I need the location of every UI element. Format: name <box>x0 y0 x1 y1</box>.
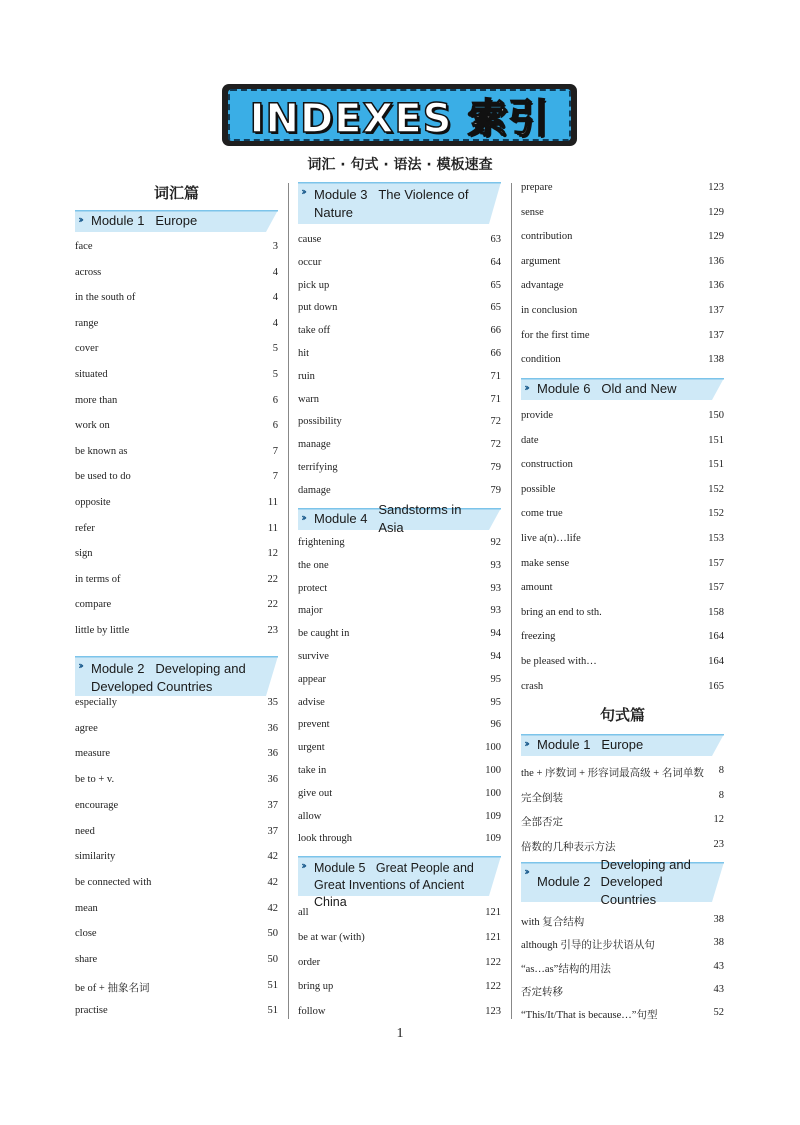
chevron-right-icon: ›› <box>301 185 305 198</box>
entry-page-number: 121 <box>485 931 501 943</box>
entry-term: urgent <box>298 742 325 754</box>
entry-page-number: 66 <box>490 348 501 359</box>
entry-term: cause <box>298 234 322 245</box>
entry-page-number: 43 <box>713 960 724 972</box>
entry-term: need <box>75 825 95 837</box>
index-entry <box>298 537 501 555</box>
entry-term: bring up <box>298 981 334 993</box>
entry-page-number: 93 <box>490 559 501 571</box>
entry-page-number: 37 <box>267 825 278 837</box>
index-entry <box>298 907 501 925</box>
entry-term: advantage <box>521 280 564 292</box>
index-entry <box>298 674 501 692</box>
index-entry <box>298 280 501 298</box>
entry-term: cover <box>75 343 99 355</box>
entry-page-number: 36 <box>267 748 278 760</box>
banner-title: INDEXES 索引 <box>249 95 550 142</box>
entry-term: freezing <box>521 631 556 643</box>
entry-page-number: 52 <box>713 1007 724 1019</box>
entry-term: agree <box>75 722 98 734</box>
entry-page-number: 50 <box>267 954 278 965</box>
sentence-section-title: 句式篇 <box>599 706 645 724</box>
entry-term: in the south of <box>75 292 136 304</box>
entry-term: work on <box>75 420 110 432</box>
index-entry <box>298 765 501 783</box>
index-entry <box>298 932 501 950</box>
entry-term: opposite <box>75 497 111 508</box>
index-entry <box>298 957 501 975</box>
column-divider <box>288 183 289 1019</box>
index-entry <box>298 719 501 737</box>
entry-page-number: 11 <box>267 522 278 534</box>
entry-term: prepare <box>521 182 553 193</box>
entry-page-number: 12 <box>713 814 724 826</box>
index-entry <box>298 325 501 343</box>
entry-page-number: 94 <box>490 651 501 662</box>
entry-page-number: 42 <box>267 851 278 863</box>
index-entry <box>521 508 724 526</box>
index-entry <box>521 459 724 477</box>
entry-term: all <box>298 907 309 918</box>
entry-term: “as…as”结构的用法 <box>521 963 611 975</box>
page-number: 1 <box>396 1026 404 1041</box>
index-entry <box>521 814 724 832</box>
entry-page-number: 11 <box>267 497 278 508</box>
index-entry <box>298 788 501 806</box>
entry-term: across <box>75 266 102 278</box>
index-entry <box>298 234 501 252</box>
entry-page-number: 137 <box>708 329 724 341</box>
entry-page-number: 122 <box>485 981 501 993</box>
entry-page-number: 3 <box>272 241 278 252</box>
entry-page-number: 121 <box>485 907 501 918</box>
entry-term: terrifying <box>298 462 338 473</box>
entry-page-number: 100 <box>485 765 501 776</box>
index-entry <box>521 435 724 453</box>
index-entry <box>298 605 501 623</box>
entry-term: possibility <box>298 416 342 428</box>
entry-page-number: 109 <box>485 833 501 845</box>
index-entry <box>75 497 278 515</box>
entry-page-number: 165 <box>708 680 724 692</box>
entry-term: the + 序数词 + 形容词最高级 + 名词单数 <box>521 768 704 779</box>
index-entry <box>75 241 278 259</box>
entry-term: take in <box>298 765 327 776</box>
entry-term: pick up <box>298 279 330 291</box>
entry-term: crash <box>521 680 544 692</box>
entry-term: in conclusion <box>521 305 578 316</box>
module-header: ›› Module 1 Europe <box>75 210 278 232</box>
entry-page-number: 64 <box>490 256 501 268</box>
entry-term: appear <box>298 673 326 685</box>
entry-page-number: 94 <box>490 628 501 640</box>
index-entry <box>521 582 724 600</box>
entry-term: in terms of <box>75 573 121 585</box>
entry-page-number: 65 <box>490 279 501 291</box>
entry-page-number: 63 <box>490 234 501 245</box>
chevron-right-icon: ›› <box>524 737 528 750</box>
entry-page-number: 51 <box>267 1005 278 1017</box>
index-entry <box>298 628 501 646</box>
entry-term: argument <box>521 255 561 267</box>
entry-page-number: 50 <box>267 928 278 940</box>
index-entry <box>75 851 278 869</box>
entry-term: major <box>298 605 323 617</box>
entry-term: encourage <box>75 799 119 811</box>
index-entry <box>75 267 278 285</box>
index-entry <box>75 574 278 592</box>
entry-term: manage <box>298 439 331 451</box>
index-entry <box>521 1007 724 1025</box>
index-entry <box>521 937 724 955</box>
index-entry <box>75 318 278 336</box>
chevron-right-icon: ›› <box>301 859 305 872</box>
entry-term: ruin <box>298 370 315 382</box>
entry-term: 全部否定 <box>521 817 563 829</box>
entry-page-number: 22 <box>267 599 278 611</box>
index-entry <box>521 410 724 428</box>
index-entry <box>521 839 724 857</box>
entry-term: possible <box>521 483 556 495</box>
index-entry <box>521 631 724 649</box>
entry-page-number: 136 <box>708 255 724 267</box>
index-entry <box>521 656 724 674</box>
entry-term: be used to do <box>75 471 131 483</box>
entry-page-number: 79 <box>490 462 501 473</box>
entry-term: for the first time <box>521 329 590 341</box>
entry-page-number: 152 <box>708 508 724 520</box>
entry-term: with 复合结构 <box>521 917 585 928</box>
entry-page-number: 38 <box>713 914 724 925</box>
entry-page-number: 157 <box>708 557 724 569</box>
index-entry <box>75 625 278 643</box>
entry-page-number: 23 <box>713 838 724 850</box>
index-entry <box>298 462 501 480</box>
entry-term: contribution <box>521 231 573 243</box>
entry-page-number: 5 <box>272 369 278 380</box>
entry-term: give out <box>298 787 333 799</box>
entry-page-number: 7 <box>272 445 278 457</box>
entry-term: 倍数的几种表示方法 <box>521 841 616 853</box>
module-header: ›› Module 6 Old and New <box>521 378 724 400</box>
index-entry <box>75 471 278 489</box>
entry-page-number: 36 <box>267 774 278 786</box>
entry-page-number: 151 <box>708 459 724 471</box>
entry-page-number: 93 <box>490 605 501 617</box>
entry-term: compare <box>75 599 112 611</box>
entry-term: practise <box>75 1005 108 1017</box>
entry-page-number: 123 <box>708 182 724 193</box>
entry-page-number: 35 <box>267 697 278 708</box>
entry-term: survive <box>298 651 329 662</box>
entry-term: be caught in <box>298 628 350 640</box>
index-entry <box>521 681 724 699</box>
entry-page-number: 7 <box>272 471 278 483</box>
entry-term: frightening <box>298 537 345 548</box>
entry-page-number: 79 <box>490 484 501 496</box>
module-header: ›› Module 4 Sandstorms in Asia <box>298 508 501 530</box>
entry-page-number: 109 <box>485 810 501 822</box>
index-entry <box>521 790 724 808</box>
chevron-right-icon: ›› <box>524 381 528 394</box>
index-entry <box>298 981 501 999</box>
entry-page-number: 164 <box>708 631 724 643</box>
entry-term: share <box>75 954 98 965</box>
entry-page-number: 22 <box>267 573 278 585</box>
index-entry <box>521 305 724 323</box>
index-entry <box>521 558 724 576</box>
index-entry <box>298 1006 501 1024</box>
index-entry <box>75 446 278 464</box>
entry-term: live a(n)…life <box>521 533 581 544</box>
index-entry <box>75 697 278 715</box>
index-entry <box>521 207 724 225</box>
entry-page-number: 93 <box>490 582 501 594</box>
entry-page-number: 6 <box>272 420 278 432</box>
entry-page-number: 8 <box>718 765 724 776</box>
entry-term: make sense <box>521 557 570 569</box>
entry-term: more than <box>75 394 118 406</box>
index-entry <box>298 439 501 457</box>
index-entry <box>298 811 501 829</box>
index-entry <box>75 980 278 998</box>
entry-page-number: 164 <box>708 656 724 667</box>
index-entry <box>75 723 278 741</box>
entry-term: condition <box>521 354 561 366</box>
index-entry <box>75 826 278 844</box>
index-entry <box>521 231 724 249</box>
index-entry <box>521 533 724 551</box>
entry-term: occur <box>298 256 322 268</box>
entry-term: warn <box>298 393 319 405</box>
entry-term: situated <box>75 369 108 380</box>
index-entry <box>75 523 278 541</box>
entry-page-number: 23 <box>267 625 278 636</box>
entry-term: amount <box>521 582 553 594</box>
index-entry <box>75 548 278 566</box>
entry-page-number: 150 <box>708 410 724 421</box>
entry-term: bring an end to sth. <box>521 606 602 618</box>
index-entry <box>75 369 278 387</box>
entry-page-number: 95 <box>490 696 501 708</box>
entry-page-number: 72 <box>490 416 501 428</box>
index-entry <box>75 292 278 310</box>
entry-page-number: 95 <box>490 673 501 685</box>
index-entry <box>521 182 724 200</box>
entry-term: be known as <box>75 445 128 457</box>
entry-term: put down <box>298 302 338 314</box>
entry-term: prevent <box>298 719 330 731</box>
index-entry <box>298 302 501 320</box>
entry-page-number: 92 <box>490 537 501 548</box>
entry-term: refer <box>75 522 95 534</box>
entry-term: protect <box>298 582 328 594</box>
entry-term: follow <box>298 1006 326 1018</box>
entry-term: measure <box>75 748 110 760</box>
entry-page-number: 71 <box>490 370 501 382</box>
entry-term: advise <box>298 696 325 708</box>
entry-term: 完全倒装 <box>521 792 563 804</box>
module-header: ›› Module 1 Europe <box>521 734 724 756</box>
entry-term: little by little <box>75 625 130 636</box>
entry-term: be pleased with… <box>521 656 597 667</box>
chevron-right-icon: ›› <box>524 865 528 878</box>
index-entry <box>298 394 501 412</box>
entry-term: similarity <box>75 851 116 863</box>
chevron-right-icon: ›› <box>301 511 305 524</box>
entry-term: “This/It/That is because…”句型 <box>521 1010 658 1022</box>
entry-page-number: 43 <box>713 983 724 995</box>
entry-page-number: 36 <box>267 722 278 734</box>
entry-page-number: 72 <box>490 439 501 451</box>
entry-term: come true <box>521 508 563 520</box>
index-entry <box>298 833 501 851</box>
index-entry <box>521 914 724 932</box>
entry-term: the one <box>298 559 329 571</box>
index-entry <box>75 928 278 946</box>
index-entry <box>75 800 278 818</box>
index-entry <box>298 348 501 366</box>
index-entry <box>298 371 501 389</box>
entry-page-number: 138 <box>708 354 724 366</box>
entry-page-number: 153 <box>708 533 724 544</box>
entry-page-number: 151 <box>708 434 724 446</box>
index-entry <box>521 765 724 783</box>
index-entry <box>521 280 724 298</box>
entry-page-number: 100 <box>485 787 501 799</box>
index-entry <box>298 651 501 669</box>
entry-page-number: 100 <box>485 742 501 754</box>
entry-term: range <box>75 317 99 329</box>
entry-page-number: 4 <box>272 266 278 278</box>
index-entry <box>521 354 724 372</box>
index-entry <box>75 420 278 438</box>
index-entry <box>75 774 278 792</box>
index-entry <box>298 560 501 578</box>
entry-term: sense <box>521 206 544 218</box>
entry-page-number: 42 <box>267 876 278 888</box>
entry-page-number: 51 <box>267 979 278 991</box>
entry-term: be of + 抽象名词 <box>75 982 150 994</box>
entry-page-number: 6 <box>272 394 278 406</box>
entry-page-number: 8 <box>718 789 724 801</box>
index-entry <box>298 742 501 760</box>
module-header: ›› Module 2 Developing and Developed Countries <box>75 656 278 696</box>
entry-page-number: 71 <box>490 393 501 405</box>
index-entry <box>298 583 501 601</box>
index-entry <box>298 485 501 503</box>
index-entry <box>521 484 724 502</box>
entry-page-number: 137 <box>708 305 724 316</box>
entry-page-number: 136 <box>708 280 724 292</box>
index-entry <box>75 954 278 972</box>
entry-term: provide <box>521 410 554 421</box>
entry-term: look through <box>298 833 352 845</box>
entry-term: close <box>75 928 97 940</box>
entry-term: order <box>298 956 321 968</box>
module-header: ›› Module 3 The Violence of Nature <box>298 182 501 224</box>
entry-page-number: 38 <box>713 937 724 949</box>
entry-term: allow <box>298 810 322 822</box>
index-entry <box>75 395 278 413</box>
entry-page-number: 37 <box>267 799 278 811</box>
entry-page-number: 5 <box>272 343 278 355</box>
entry-term: date <box>521 434 539 446</box>
entry-term: be at war (with) <box>298 931 365 943</box>
title-banner <box>222 84 577 146</box>
index-entry <box>521 961 724 979</box>
entry-term: hit <box>298 348 310 359</box>
entry-page-number: 66 <box>490 325 501 337</box>
entry-page-number: 4 <box>272 317 278 329</box>
module-header: ›› Module 5 Great People and Great Inventions of Ancient China <box>298 856 501 896</box>
entry-page-number: 157 <box>708 582 724 594</box>
entry-page-number: 12 <box>267 548 278 560</box>
vocab-section-title: 词汇篇 <box>153 184 199 202</box>
entry-term: be connected with <box>75 876 152 888</box>
index-entry <box>298 257 501 275</box>
entry-term: mean <box>75 902 98 914</box>
entry-page-number: 42 <box>267 902 278 914</box>
index-entry <box>521 330 724 348</box>
entry-page-number: 158 <box>708 606 724 618</box>
entry-term: damage <box>298 484 331 496</box>
index-entry <box>75 599 278 617</box>
entry-page-number: 96 <box>490 719 501 731</box>
entry-term: although 引导的让步状语从句 <box>521 940 655 952</box>
entry-page-number: 4 <box>272 292 278 304</box>
column-divider <box>511 183 512 1019</box>
index-entry <box>521 256 724 274</box>
module-header: ›› Module 2 Developing and Developed Countries <box>521 862 724 902</box>
index-entry <box>521 607 724 625</box>
chevron-right-icon: ›› <box>78 659 82 672</box>
entry-term: take off <box>298 325 331 337</box>
chevron-right-icon: ›› <box>78 213 82 226</box>
index-entry <box>75 748 278 766</box>
entry-term: face <box>75 241 93 252</box>
entry-page-number: 129 <box>708 231 724 243</box>
entry-page-number: 123 <box>485 1006 501 1018</box>
index-entry <box>75 903 278 921</box>
entry-page-number: 152 <box>708 483 724 495</box>
index-entry <box>298 416 501 434</box>
entry-term: construction <box>521 459 573 471</box>
index-entry <box>75 1005 278 1023</box>
entry-page-number: 129 <box>708 206 724 218</box>
index-entry <box>298 697 501 715</box>
entry-page-number: 122 <box>485 956 501 968</box>
entry-term: be to + v. <box>75 774 115 786</box>
entry-page-number: 65 <box>490 302 501 314</box>
index-entry <box>75 877 278 895</box>
index-entry <box>75 343 278 361</box>
subtitle: 词汇 · 句式 · 语法 · 模板速查 <box>307 157 493 173</box>
entry-term: sign <box>75 548 93 560</box>
entry-term: 否定转移 <box>521 986 563 998</box>
entry-term: especially <box>75 697 117 708</box>
index-entry <box>521 984 724 1002</box>
